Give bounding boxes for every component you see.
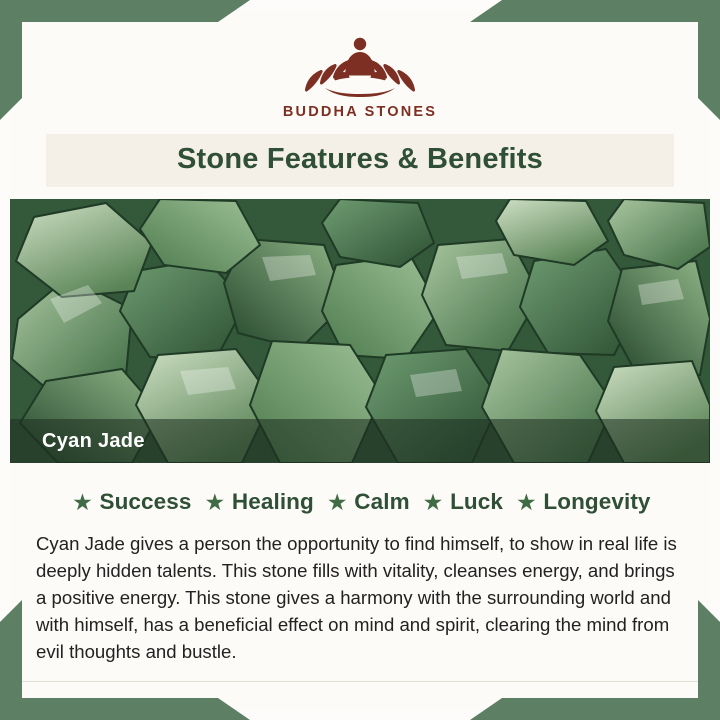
page-title: Stone Features & Benefits: [177, 143, 543, 175]
keyword-healing: Healing: [231, 489, 314, 514]
star-icon: ★: [517, 492, 536, 514]
description-text: Cyan Jade gives a person the opportunity to find himself, to show in real life is deeply hidden talents. This stone fills with vitality, cleanses energy, and brings a positive energy. This stone gives a harmony with the surrounding world and with himself, has a beneficial effect on mind and spirit, clearing the mind from evil thoughts and bustle.: [36, 533, 677, 662]
stone-name: Cyan Jade: [42, 429, 145, 452]
keyword-calm: Calm: [354, 489, 410, 514]
image-caption: [10, 419, 710, 463]
brand-block: [10, 10, 710, 120]
card-body: [10, 10, 710, 710]
corner-ribbon-top-right: [470, 0, 720, 22]
keyword-luck: Luck: [450, 489, 503, 514]
corner-ribbon-bottom-left: [0, 698, 250, 720]
benefits-keyword-row: [10, 489, 710, 515]
hero-image: [10, 199, 710, 463]
corner-ribbon-right-bottom: [698, 600, 720, 720]
keyword-longevity: Longevity: [543, 489, 651, 514]
star-icon: ★: [328, 492, 347, 514]
corner-ribbon-top-left: [0, 0, 250, 22]
corner-ribbon-bottom-right: [470, 698, 720, 720]
star-icon: ★: [424, 492, 443, 514]
brand-name: BUDDHA STONES: [282, 104, 438, 120]
lotus-meditation-icon: [285, 30, 435, 98]
star-icon: ★: [73, 492, 92, 514]
keyword-success: Success: [99, 489, 192, 514]
corner-ribbon-left-bottom: [0, 600, 22, 720]
title-panel: [46, 134, 674, 187]
star-icon: ★: [205, 492, 224, 514]
bottom-divider: [20, 681, 700, 682]
